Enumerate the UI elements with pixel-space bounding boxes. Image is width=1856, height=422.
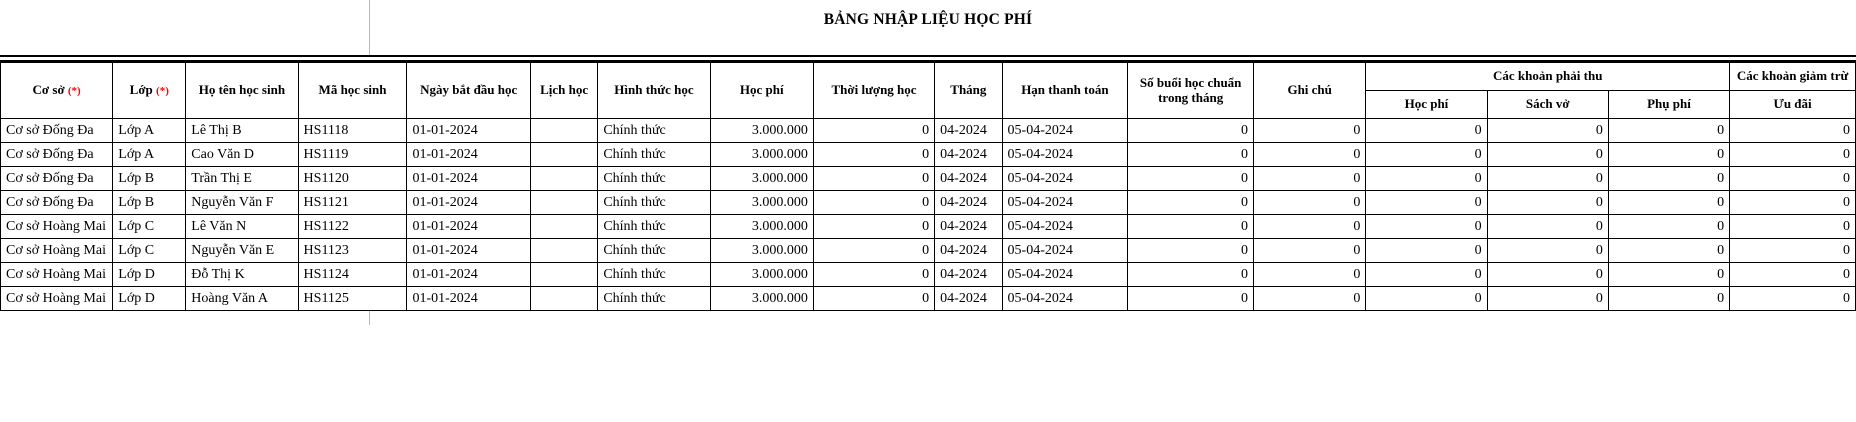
cell-gt_uu_dai[interactable]: 0 — [1730, 287, 1856, 311]
cell-hinh_thuc[interactable]: Chính thức — [598, 143, 710, 167]
cell-gt_uu_dai[interactable]: 0 — [1730, 263, 1856, 287]
table-body — [1, 119, 1856, 311]
column-header-label: Lớp — [129, 82, 153, 98]
cell-so_buoi[interactable]: 0 — [1128, 167, 1254, 191]
column-header-thang[interactable]: Tháng — [935, 63, 1002, 119]
cell-gt_uu_dai[interactable]: 0 — [1730, 239, 1856, 263]
cell-pt_sach_vo[interactable]: 0 — [1487, 215, 1608, 239]
column-header-ho-ten-hoc-sinh[interactable]: Họ tên học sinh — [186, 63, 298, 119]
cell-thoi_luong[interactable]: 0 — [813, 215, 934, 239]
required-marker: (*) — [67, 85, 81, 98]
cell-ho_ten[interactable]: Lê Văn N — [186, 215, 298, 239]
cell-lich_hoc[interactable] — [530, 287, 597, 311]
table-row — [1, 239, 1856, 263]
cell-lop[interactable]: Lớp C — [113, 239, 186, 263]
cell-co_so[interactable]: Cơ sở Đống Đa — [1, 119, 113, 143]
table-row — [1, 167, 1856, 191]
cell-co_so[interactable]: Cơ sở Đống Đa — [1, 143, 113, 167]
column-header-han-thanh-toan[interactable]: Hạn thanh toán — [1002, 63, 1128, 119]
cell-so_buoi[interactable]: 0 — [1128, 287, 1254, 311]
cell-pt_sach_vo[interactable]: 0 — [1487, 263, 1608, 287]
cell-so_buoi[interactable]: 0 — [1128, 263, 1254, 287]
cell-pt_phu_phi[interactable]: 0 — [1608, 263, 1729, 287]
cell-ngay_bd[interactable]: 01-01-2024 — [407, 239, 531, 263]
cell-thang[interactable]: 04-2024 — [935, 239, 1002, 263]
cell-ghi_chu[interactable]: 0 — [1254, 287, 1366, 311]
cell-pt_phu_phi[interactable]: 0 — [1608, 167, 1729, 191]
cell-thoi_luong[interactable]: 0 — [813, 239, 934, 263]
cell-hoc_phi[interactable]: 3.000.000 — [710, 167, 813, 191]
cell-ho_ten[interactable]: Đỗ Thị K — [186, 263, 298, 287]
cell-thang[interactable]: 04-2024 — [935, 287, 1002, 311]
cell-lop[interactable]: Lớp D — [113, 263, 186, 287]
table-row — [1, 119, 1856, 143]
cell-ngay_bd[interactable]: 01-01-2024 — [407, 263, 531, 287]
cell-pt_hoc_phi[interactable]: 0 — [1366, 119, 1487, 143]
cell-ngay_bd[interactable]: 01-01-2024 — [407, 119, 531, 143]
cell-co_so[interactable]: Cơ sở Hoàng Mai — [1, 263, 113, 287]
cell-thang[interactable]: 04-2024 — [935, 143, 1002, 167]
tail-vertical-guide — [369, 311, 370, 325]
cell-gt_uu_dai[interactable]: 0 — [1730, 215, 1856, 239]
cell-gt_uu_dai[interactable]: 0 — [1730, 143, 1856, 167]
cell-co_so[interactable]: Cơ sở Đống Đa — [1, 167, 113, 191]
cell-ghi_chu[interactable]: 0 — [1254, 263, 1366, 287]
column-header-lich-hoc[interactable]: Lịch học — [530, 63, 597, 119]
cell-pt_hoc_phi[interactable]: 0 — [1366, 191, 1487, 215]
cell-co_so[interactable]: Cơ sở Hoàng Mai — [1, 239, 113, 263]
cell-ma_hs[interactable]: HS1119 — [298, 143, 407, 167]
cell-gt_uu_dai[interactable]: 0 — [1730, 191, 1856, 215]
title-divider-rule — [0, 55, 1856, 62]
cell-lich_hoc[interactable] — [530, 167, 597, 191]
table-row — [1, 263, 1856, 287]
cell-so_buoi[interactable]: 0 — [1128, 191, 1254, 215]
column-header-hinh-thuc-hoc[interactable]: Hình thức học — [598, 63, 710, 119]
cell-ghi_chu[interactable]: 0 — [1254, 215, 1366, 239]
cell-pt_hoc_phi[interactable]: 0 — [1366, 263, 1487, 287]
title-band — [0, 0, 1856, 55]
cell-ngay_bd[interactable]: 01-01-2024 — [407, 143, 531, 167]
table-row — [1, 191, 1856, 215]
cell-han_tt[interactable]: 05-04-2024 — [1002, 239, 1128, 263]
column-header-ma-hoc-sinh[interactable]: Mã học sinh — [298, 63, 407, 119]
cell-co_so[interactable]: Cơ sở Hoàng Mai — [1, 215, 113, 239]
cell-han_tt[interactable]: 05-04-2024 — [1002, 263, 1128, 287]
cell-thoi_luong[interactable]: 0 — [813, 191, 934, 215]
cell-pt_sach_vo[interactable]: 0 — [1487, 239, 1608, 263]
cell-lop[interactable]: Lớp D — [113, 287, 186, 311]
table-row — [1, 143, 1856, 167]
cell-hoc_phi[interactable]: 3.000.000 — [710, 215, 813, 239]
cell-thoi_luong[interactable]: 0 — [813, 143, 934, 167]
cell-ma_hs[interactable]: HS1120 — [298, 167, 407, 191]
cell-han_tt[interactable]: 05-04-2024 — [1002, 167, 1128, 191]
cell-ngay_bd[interactable]: 01-01-2024 — [407, 287, 531, 311]
cell-ghi_chu[interactable]: 0 — [1254, 167, 1366, 191]
table-header — [1, 63, 1856, 119]
column-header-phai-thu-hoc-phi[interactable]: Học phí — [1366, 91, 1487, 119]
column-header-hoc-phi[interactable]: Học phí — [710, 63, 813, 119]
cell-pt_phu_phi[interactable]: 0 — [1608, 143, 1729, 167]
cell-pt_sach_vo[interactable]: 0 — [1487, 287, 1608, 311]
cell-ngay_bd[interactable]: 01-01-2024 — [407, 167, 531, 191]
cell-thang[interactable]: 04-2024 — [935, 215, 1002, 239]
cell-hinh_thuc[interactable]: Chính thức — [598, 287, 710, 311]
cell-thoi_luong[interactable]: 0 — [813, 119, 934, 143]
cell-han_tt[interactable]: 05-04-2024 — [1002, 191, 1128, 215]
column-header-label: Cơ sở — [32, 82, 65, 98]
column-header-giam-tru-uu-dai[interactable]: Ưu đãi — [1730, 91, 1856, 119]
cell-ho_ten[interactable]: Hoàng Văn A — [186, 287, 298, 311]
cell-thang[interactable]: 04-2024 — [935, 167, 1002, 191]
cell-hoc_phi[interactable]: 3.000.000 — [710, 119, 813, 143]
cell-ghi_chu[interactable]: 0 — [1254, 143, 1366, 167]
cell-hinh_thuc[interactable]: Chính thức — [598, 167, 710, 191]
cell-lich_hoc[interactable] — [530, 263, 597, 287]
cell-pt_phu_phi[interactable]: 0 — [1608, 191, 1729, 215]
cell-pt_hoc_phi[interactable]: 0 — [1366, 239, 1487, 263]
header-group-row — [1, 63, 1856, 91]
cell-hinh_thuc[interactable]: Chính thức — [598, 191, 710, 215]
cell-pt_hoc_phi[interactable]: 0 — [1366, 215, 1487, 239]
column-group-header-cac-khoan-phai-thu[interactable]: Các khoản phải thu — [1366, 63, 1730, 91]
cell-pt_hoc_phi[interactable]: 0 — [1366, 287, 1487, 311]
cell-hoc_phi[interactable]: 3.000.000 — [710, 263, 813, 287]
cell-so_buoi[interactable]: 0 — [1128, 215, 1254, 239]
cell-hinh_thuc[interactable]: Chính thức — [598, 239, 710, 263]
cell-han_tt[interactable]: 05-04-2024 — [1002, 119, 1128, 143]
cell-ma_hs[interactable]: HS1125 — [298, 287, 407, 311]
page-title: BẢNG NHẬP LIỆU HỌC PHÍ — [823, 11, 1033, 28]
cell-lich_hoc[interactable] — [530, 191, 597, 215]
cell-hoc_phi[interactable]: 3.000.000 — [710, 191, 813, 215]
cell-pt_phu_phi[interactable]: 0 — [1608, 119, 1729, 143]
column-header-ghi-chu[interactable]: Ghi chú — [1254, 63, 1366, 119]
column-header-phai-thu-phu-phi[interactable]: Phụ phí — [1608, 91, 1729, 119]
cell-thang[interactable]: 04-2024 — [935, 191, 1002, 215]
cell-thang[interactable]: 04-2024 — [935, 263, 1002, 287]
cell-co_so[interactable]: Cơ sở Đống Đa — [1, 191, 113, 215]
cell-hinh_thuc[interactable]: Chính thức — [598, 119, 710, 143]
cell-thoi_luong[interactable]: 0 — [813, 287, 934, 311]
sheet-tail-strip — [0, 311, 1856, 325]
cell-hoc_phi[interactable]: 3.000.000 — [710, 287, 813, 311]
cell-lich_hoc[interactable] — [530, 215, 597, 239]
cell-lop[interactable]: Lớp B — [113, 191, 186, 215]
cell-so_buoi[interactable]: 0 — [1128, 143, 1254, 167]
column-header-phai-thu-sach-vo[interactable]: Sách vở — [1487, 91, 1608, 119]
cell-thang[interactable]: 04-2024 — [935, 119, 1002, 143]
cell-ho_ten[interactable]: Nguyễn Văn F — [186, 191, 298, 215]
cell-ho_ten[interactable]: Lê Thị B — [186, 119, 298, 143]
cell-ngay_bd[interactable]: 01-01-2024 — [407, 191, 531, 215]
cell-ma_hs[interactable]: HS1123 — [298, 239, 407, 263]
cell-ho_ten[interactable]: Nguyễn Văn E — [186, 239, 298, 263]
cell-thoi_luong[interactable]: 0 — [813, 167, 934, 191]
cell-pt_phu_phi[interactable]: 0 — [1608, 287, 1729, 311]
cell-ho_ten[interactable]: Trần Thị E — [186, 167, 298, 191]
cell-lich_hoc[interactable] — [530, 119, 597, 143]
cell-hoc_phi[interactable]: 3.000.000 — [710, 239, 813, 263]
cell-ho_ten[interactable]: Cao Văn D — [186, 143, 298, 167]
cell-han_tt[interactable]: 05-04-2024 — [1002, 143, 1128, 167]
cell-thoi_luong[interactable]: 0 — [813, 263, 934, 287]
column-header-lop[interactable] — [113, 63, 186, 119]
cell-ghi_chu[interactable]: 0 — [1254, 119, 1366, 143]
cell-ma_hs[interactable]: HS1121 — [298, 191, 407, 215]
cell-pt_sach_vo[interactable]: 0 — [1487, 143, 1608, 167]
cell-lop[interactable]: Lớp A — [113, 143, 186, 167]
cell-pt_sach_vo[interactable]: 0 — [1487, 167, 1608, 191]
column-header-thoi-luong-hoc[interactable]: Thời lượng học — [813, 63, 934, 119]
cell-gt_uu_dai[interactable]: 0 — [1730, 167, 1856, 191]
column-group-header-cac-khoan-giam-tru[interactable]: Các khoản giảm trừ — [1730, 63, 1856, 91]
cell-ma_hs[interactable]: HS1118 — [298, 119, 407, 143]
cell-so_buoi[interactable]: 0 — [1128, 119, 1254, 143]
cell-pt_phu_phi[interactable]: 0 — [1608, 215, 1729, 239]
cell-ma_hs[interactable]: HS1122 — [298, 215, 407, 239]
cell-lop[interactable]: Lớp A — [113, 119, 186, 143]
cell-pt_sach_vo[interactable]: 0 — [1487, 119, 1608, 143]
cell-hinh_thuc[interactable]: Chính thức — [598, 263, 710, 287]
cell-pt_sach_vo[interactable]: 0 — [1487, 191, 1608, 215]
column-header-co-so[interactable] — [1, 63, 113, 119]
cell-co_so[interactable]: Cơ sở Hoàng Mai — [1, 287, 113, 311]
cell-hoc_phi[interactable]: 3.000.000 — [710, 143, 813, 167]
table-row — [1, 215, 1856, 239]
cell-so_buoi[interactable]: 0 — [1128, 239, 1254, 263]
cell-han_tt[interactable]: 05-04-2024 — [1002, 287, 1128, 311]
column-header-ngay-bat-dau-hoc[interactable]: Ngày bắt đầu học — [407, 63, 531, 119]
cell-ngay_bd[interactable]: 01-01-2024 — [407, 215, 531, 239]
cell-lop[interactable]: Lớp B — [113, 167, 186, 191]
cell-lich_hoc[interactable] — [530, 143, 597, 167]
tuition-entry-table — [0, 62, 1856, 311]
column-header-so-buoi-hoc-chuan[interactable]: Số buổi học chuẩn trong tháng — [1128, 63, 1254, 119]
cell-lop[interactable]: Lớp C — [113, 215, 186, 239]
cell-han_tt[interactable]: 05-04-2024 — [1002, 215, 1128, 239]
table-row — [1, 287, 1856, 311]
cell-gt_uu_dai[interactable]: 0 — [1730, 119, 1856, 143]
cell-ghi_chu[interactable]: 0 — [1254, 239, 1366, 263]
cell-ma_hs[interactable]: HS1124 — [298, 263, 407, 287]
cell-pt_phu_phi[interactable]: 0 — [1608, 239, 1729, 263]
cell-pt_hoc_phi[interactable]: 0 — [1366, 167, 1487, 191]
cell-lich_hoc[interactable] — [530, 239, 597, 263]
required-marker: (*) — [156, 85, 169, 98]
cell-pt_hoc_phi[interactable]: 0 — [1366, 143, 1487, 167]
cell-ghi_chu[interactable]: 0 — [1254, 191, 1366, 215]
cell-hinh_thuc[interactable]: Chính thức — [598, 215, 710, 239]
